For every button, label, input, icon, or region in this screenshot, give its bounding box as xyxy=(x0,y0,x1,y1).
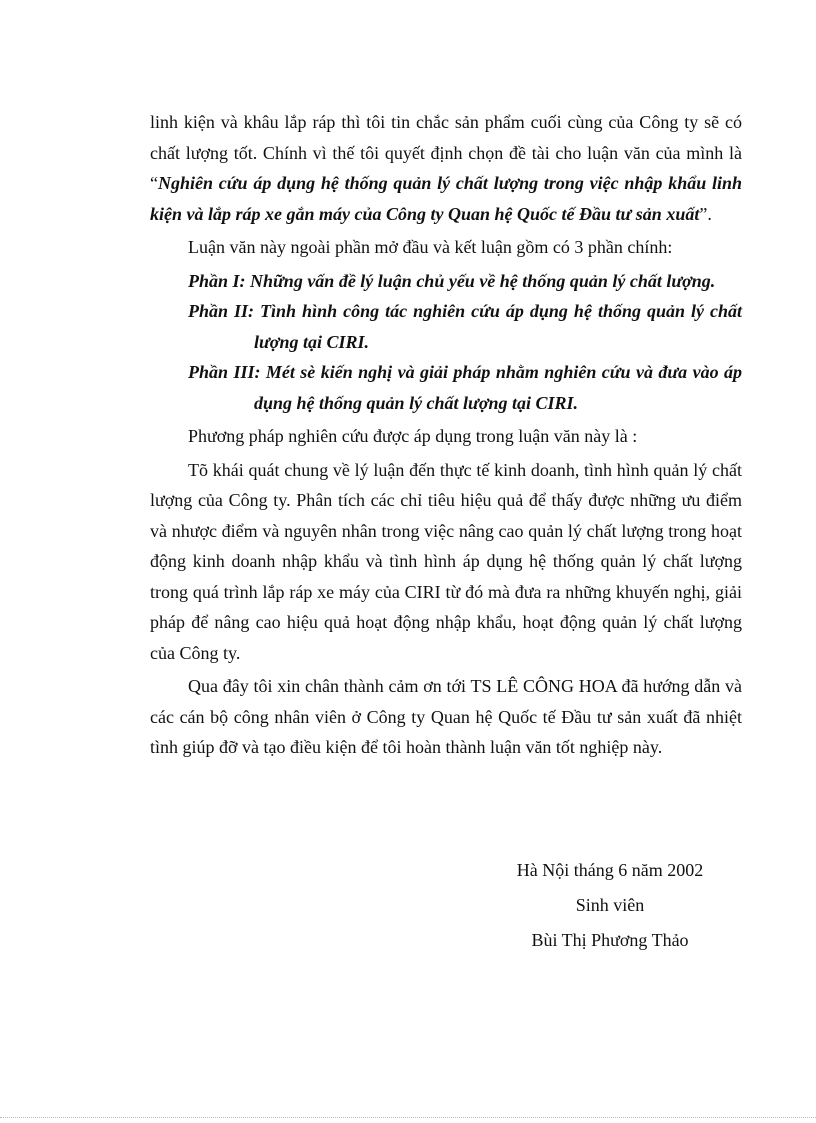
intro-paragraph xyxy=(150,107,742,229)
part-1: Phần I: Những vấn đề lý luận chủ yếu về hệ thống quản lý chất lượng. xyxy=(188,270,716,291)
page-bottom-divider xyxy=(0,1117,816,1118)
body-text xyxy=(150,107,742,763)
method-intro: Phương pháp nghiên cứu được áp dụng trong luận văn này là : xyxy=(188,426,638,446)
place-date: Hà Nội tháng 6 năm 2002 xyxy=(516,860,704,880)
part-2: Phần II: Tình hình công tác nghiên cứu áp dụng hệ thống quản lý chất lượng tại CIRI. xyxy=(188,301,742,352)
signature-name: Bùi Thị Phương Thảo xyxy=(531,930,689,950)
intro-prefix: linh kiện và khâu lắp ráp thì tôi tin chắc sản phẩm cuối cùng của Công ty sẽ có chất lượng tốt. Chính vì thế tôi quyết định chọn đề tài cho luận văn của mình là “ xyxy=(150,112,742,193)
method-body: Tõ khái quát chung về lý luận đến thực tế kinh doanh, tình hình quản lý chất lượng của Công ty. Phân tích các chỉ tiêu hiệu quả để thấy được những ưu điểm và nhược điểm và nguyên nhân trong việc nâng cao quản lý chất lượng trong hoạt động kinh doanh nhập khẩu và tình hình áp dụng hệ thống quản lý chất lượng trong quá trình lắp ráp xe máy của CIRI từ đó mà đưa ra những khuyến nghị, giải pháp để nâng cao hiệu quả hoạt động nhập khẩu, hoạt động quản lý chất lượng của Công ty. xyxy=(150,459,742,663)
intro-suffix: ”. xyxy=(699,203,712,224)
part-3: Phần III: Mét sè kiến nghị và giải pháp nhằm nghiên cứu và đưa vào áp dụng hệ thống quản lý chất lượng tại CIRI. xyxy=(188,362,742,413)
thanks-paragraph: Qua đây tôi xin chân thành cảm ơn tới TS LÊ CÔNG HOA đã hướng dẫn và các cán bộ công nhân viên ở Công ty Quan hệ Quốc tế Đầu tư sản xuất đã nhiệt tình giúp đỡ và tạo điều kiện để tôi hoàn thành luận văn tốt nghiệp này. xyxy=(150,676,742,757)
signature-block xyxy=(480,853,740,958)
thesis-title: Nghiên cứu áp dụng hệ thống quản lý chất lượng trong việc nhập khẩu linh kiện và lắp ráp xe gắn máy của Công ty Quan hệ Quốc tế Đầu tư sản xuất xyxy=(150,173,742,224)
structure-intro: Luận văn này ngoài phần mở đầu và kết luận gồm có 3 phần chính: xyxy=(188,237,673,257)
signature-role: Sinh viên xyxy=(575,895,645,915)
